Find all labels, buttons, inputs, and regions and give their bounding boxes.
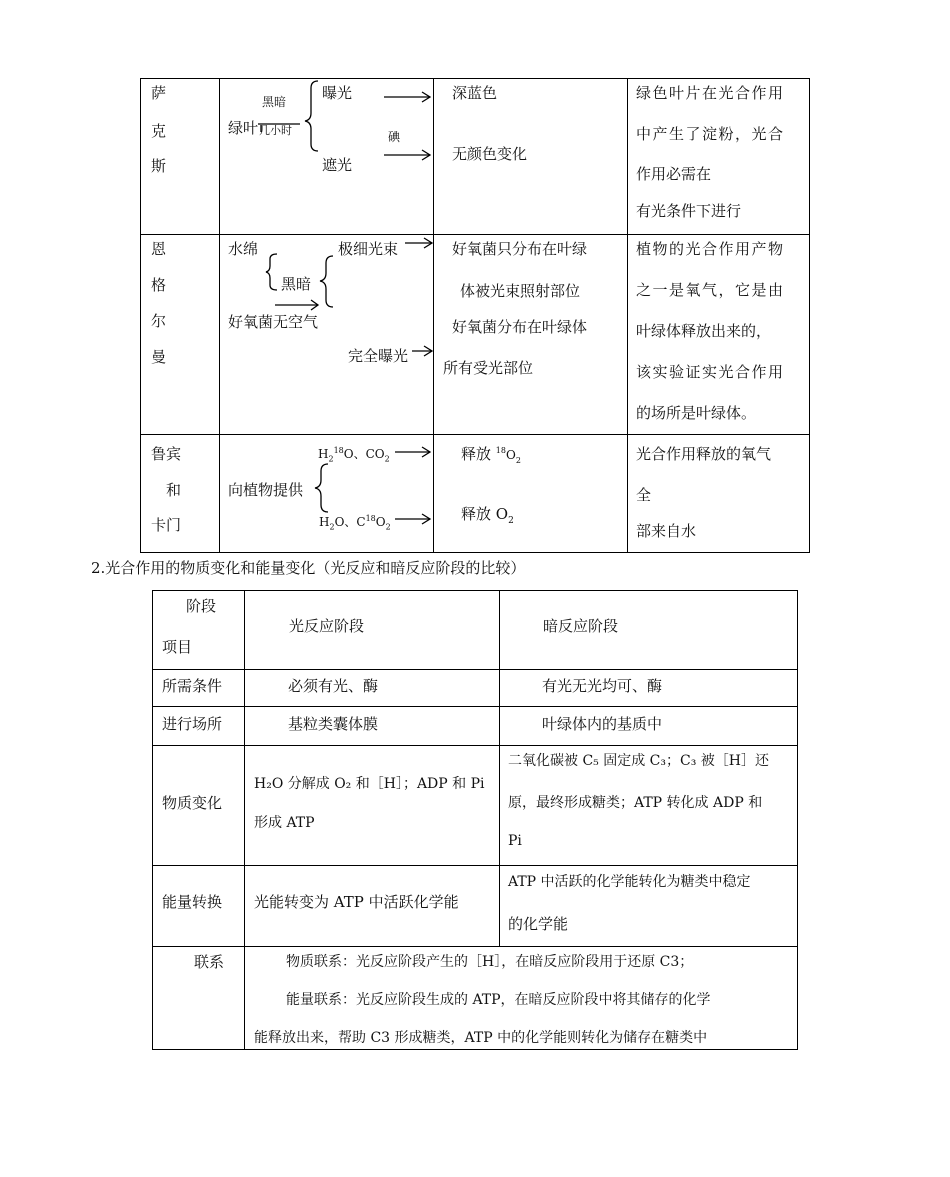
scientist-name-char: 尔 <box>151 312 167 330</box>
cell-text: 能量联系：光反应阶段生成的 ATP，在暗反应阶段中将其储存的化学 <box>286 992 711 1008</box>
cell-text: 物质联系：光反应阶段产生的［H］，在暗反应阶段用于还原 C3； <box>286 954 694 970</box>
conclusion-text: 叶绿体释放出来的， <box>636 322 772 340</box>
conclusion-text: 之一是氧气，它是由 <box>636 281 785 299</box>
cell-text: 有光无光均可、酶 <box>542 677 663 695</box>
row-label: 能量转换 <box>162 893 223 911</box>
conclusion-text: 中产生了淀粉，光合 <box>636 125 785 143</box>
cell-text: H₂O 分解成 O₂ 和［H］；ADP 和 Pi <box>254 776 485 792</box>
row-label: 所需条件 <box>162 677 223 695</box>
conclusion-text: 部来自水 <box>636 522 697 540</box>
header-light-stage: 光反应阶段 <box>289 617 365 635</box>
scientist-name-char: 鲁宾 <box>151 445 182 463</box>
diagram-time-label: 几小时 <box>259 124 292 137</box>
conclusion-text: 全 <box>636 486 652 504</box>
diagram-exposed-label: 曝光 <box>322 84 353 102</box>
scientist-name-char: 克 <box>151 122 167 140</box>
scientist-name-char: 斯 <box>151 157 167 175</box>
conclusion-text: 该实验证实光合作用 <box>636 363 785 381</box>
scientist-name-char: 恩 <box>151 240 167 258</box>
phenomenon-text: 体被光束照射部位 <box>460 282 581 300</box>
diagram-water-18-co2: $H_2^{18}O$、$CO_2$ <box>318 446 390 464</box>
section-heading: 2.光合作用的物质变化和能量变化（光反应和暗反应阶段的比较） <box>91 559 526 577</box>
diagram-dark-label: 黑暗 <box>262 95 287 109</box>
phenomenon-text: 好氧菌分布在叶绿体 <box>452 318 588 336</box>
diagram-shaded-label: 遮光 <box>322 156 353 174</box>
diagram-water-co2-18: $H_2O$、$C^{18}O_2$ <box>319 514 391 532</box>
scientist-name-char: 萨 <box>151 84 167 102</box>
conclusion-text: 的场所是叶绿体。 <box>636 404 757 422</box>
conclusion-text: 绿色叶片在光合作用 <box>636 84 785 102</box>
phenomenon-text: 无颜色变化 <box>452 145 528 163</box>
cell-text: 必须有光、酶 <box>288 677 379 695</box>
header-item: 项目 <box>162 638 193 656</box>
scientist-name-char: 和 <box>166 481 182 499</box>
phenomenon-text: 释放 $^{18}O_2$ <box>461 445 521 465</box>
scientist-name-char: 卡门 <box>151 516 182 534</box>
diagram-dark-label: 黑暗 <box>281 275 312 293</box>
diagram-iodine-label: 碘 <box>388 130 401 144</box>
cell-text: 能释放出来，帮助 C3 形成糖类，ATP 中的化学能则转化为储存在糖类中 <box>254 1030 708 1046</box>
row-label: 物质变化 <box>162 794 223 812</box>
phenomenon-text: 深蓝色 <box>452 84 498 102</box>
cell-text: Pi <box>508 833 522 849</box>
cell-text: 叶绿体内的基质中 <box>542 715 663 733</box>
conclusion-text: 光合作用释放的氧气 <box>636 445 772 463</box>
diagram-full-exposure-label: 完全曝光 <box>348 347 409 365</box>
conclusion-text: 作用必需在 <box>636 165 712 183</box>
header-dark-stage: 暗反应阶段 <box>543 617 619 635</box>
cell-text: 二氧化碳被 C₅ 固定成 C₃；C₃ 被［H］还 <box>508 753 769 769</box>
diagram-thin-beam-label: 极细光束 <box>338 240 399 258</box>
diagram-leaf-label: 绿叶 <box>228 119 259 137</box>
row-label: 联系 <box>194 953 225 971</box>
cell-text: 形成 ATP <box>254 815 315 831</box>
conclusion-text: 有光条件下进行 <box>636 202 742 220</box>
phenomenon-text: 释放 $O_2$ <box>461 505 514 526</box>
conclusion-text: 植物的光合作用产物 <box>636 240 785 258</box>
row-label: 进行场所 <box>162 715 223 733</box>
scientist-name-char: 曼 <box>151 348 167 366</box>
diagram-provide-label: 向植物提供 <box>228 481 304 499</box>
header-stage: 阶段 <box>186 597 217 615</box>
cell-text: 基粒类囊体膜 <box>288 715 379 733</box>
cell-text: ATP 中活跃的化学能转化为糖类中稳定 <box>508 874 751 890</box>
diagram-spirogyra-label: 水绵 <box>228 240 259 258</box>
scientist-name-char: 格 <box>151 276 167 294</box>
phenomenon-text: 所有受光部位 <box>443 359 534 377</box>
cell-text: 的化学能 <box>508 915 569 933</box>
cell-text: 光能转变为 ATP 中活跃化学能 <box>254 893 459 911</box>
cell-text: 原，最终形成糖类；ATP 转化成 ADP 和 <box>508 795 763 811</box>
phenomenon-text: 好氧菌只分布在叶绿 <box>452 240 588 258</box>
diagram-bacteria-label: 好氧菌无空气 <box>228 313 319 331</box>
